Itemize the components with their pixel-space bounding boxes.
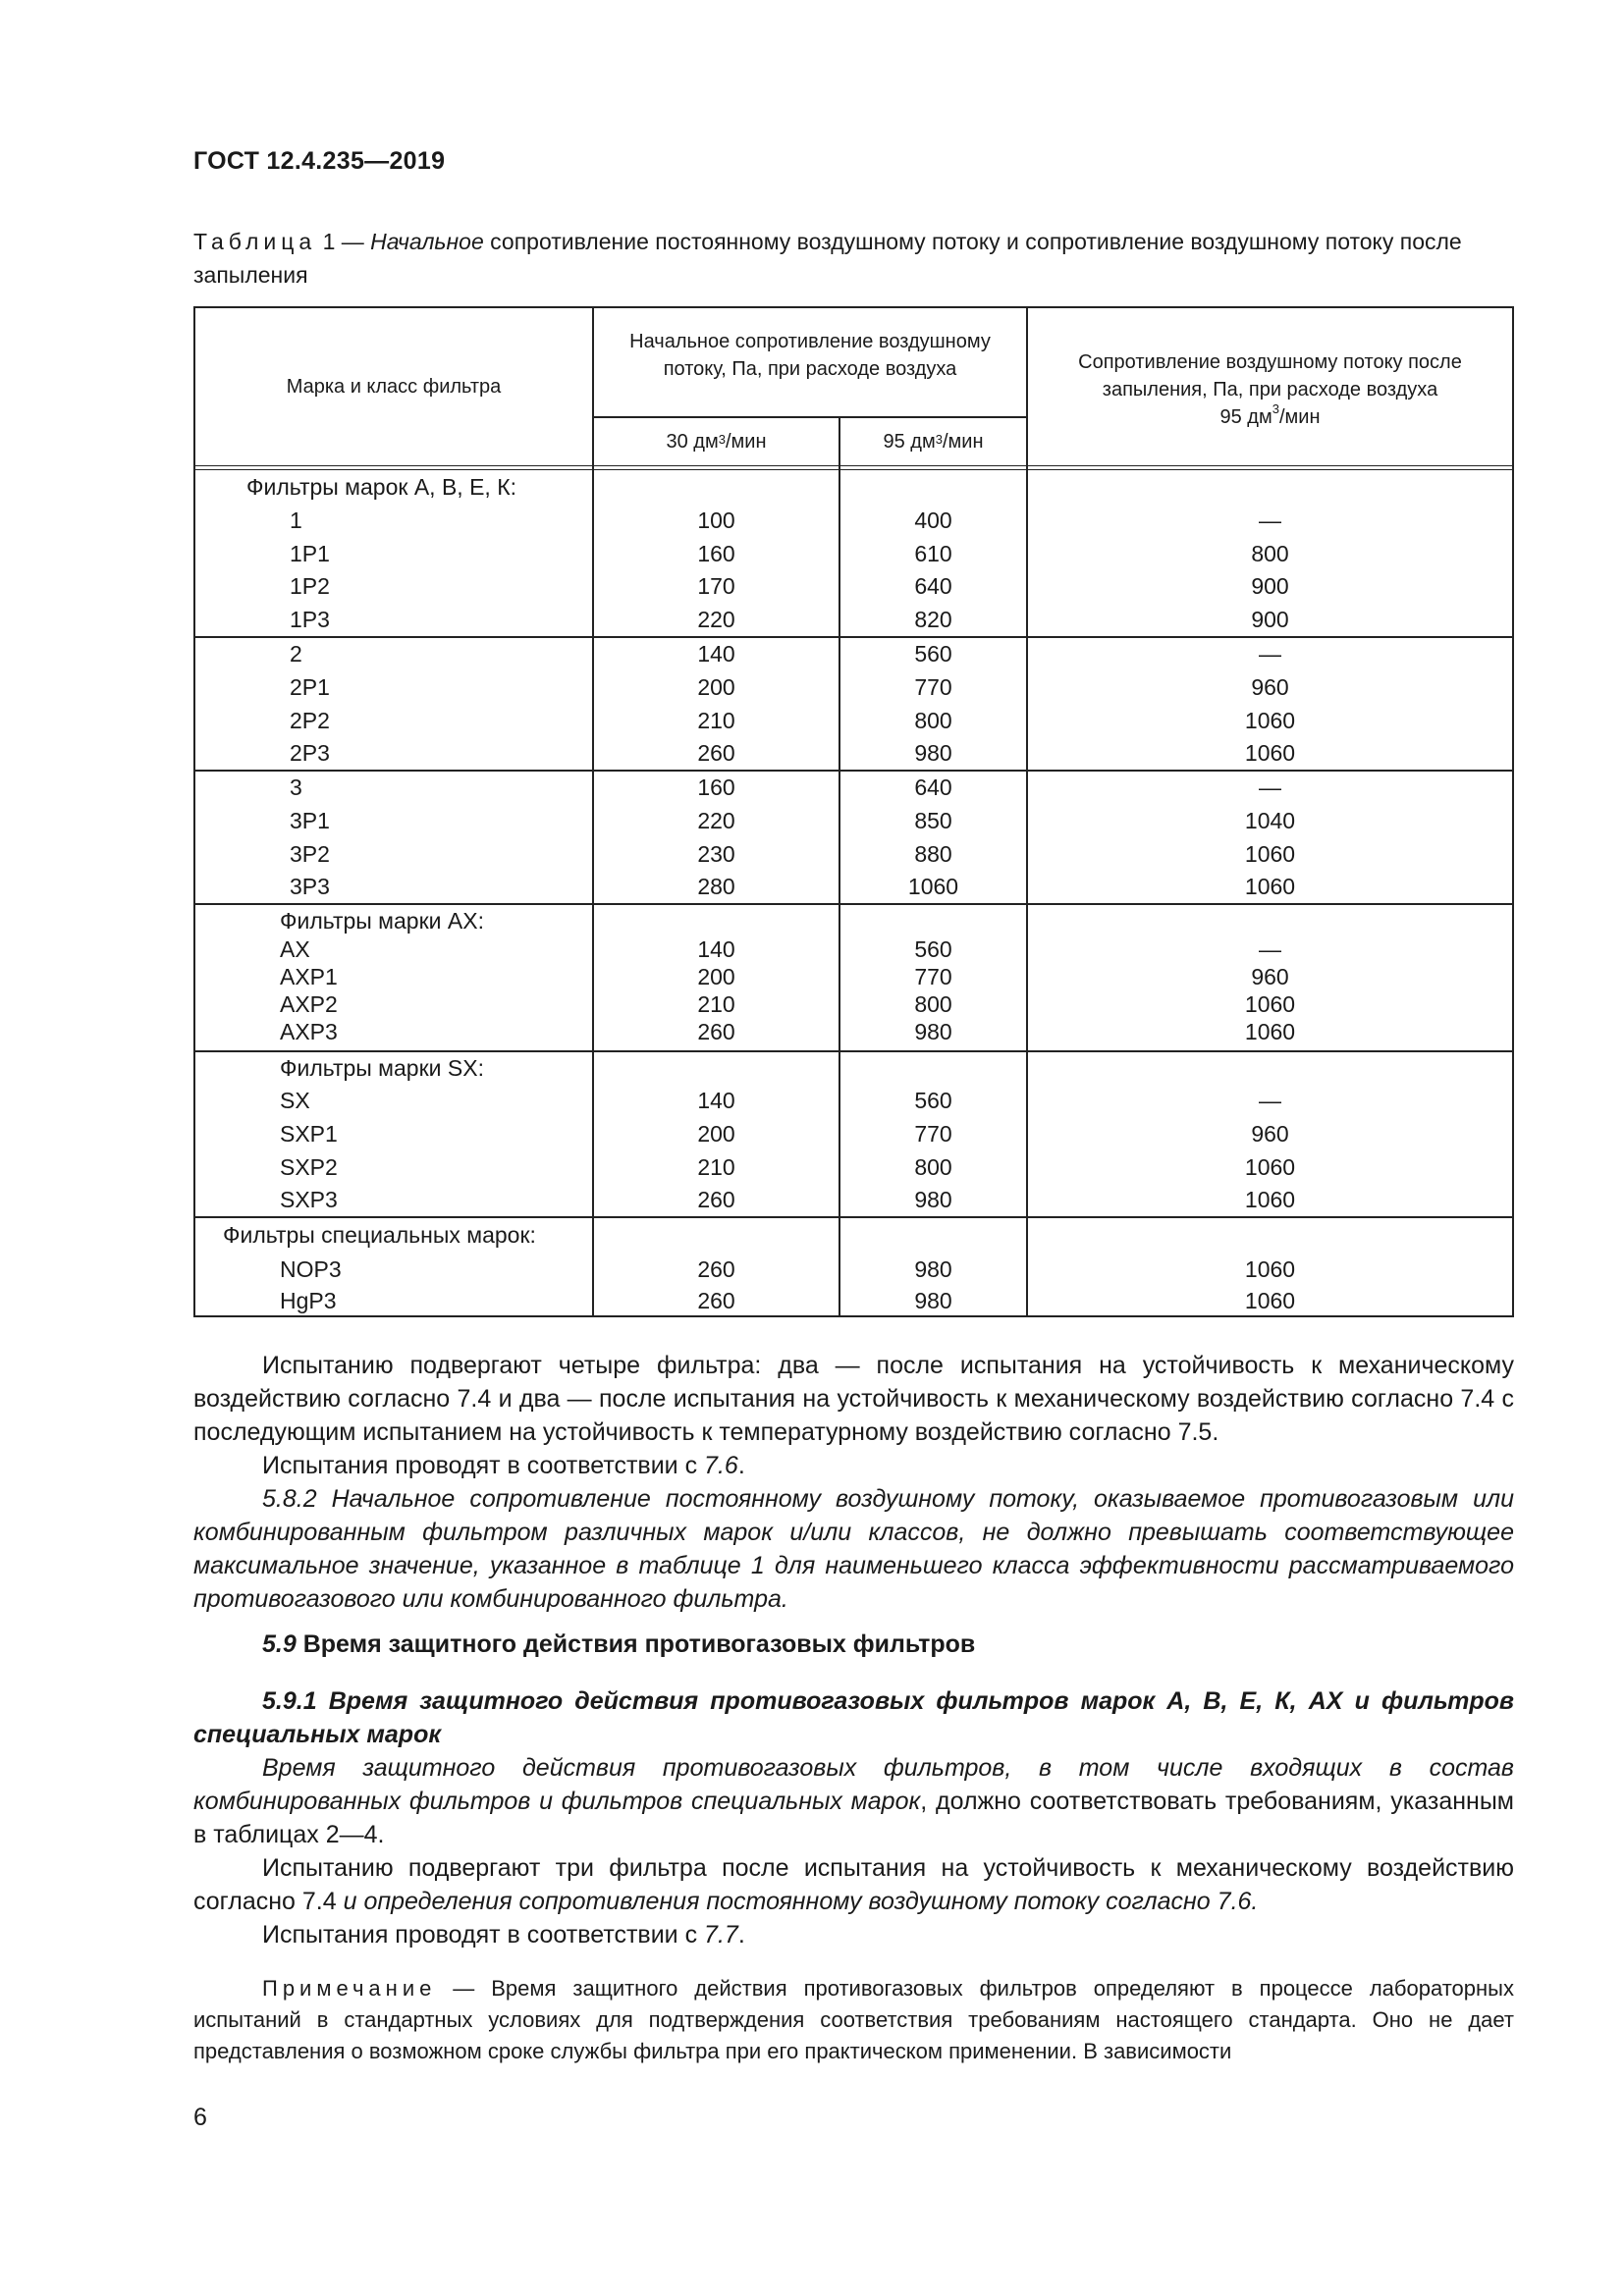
- p4-rest: , должно соответствовать требованиям, указанным в таблицах 2—4.: [193, 1788, 1514, 1848]
- row-mark: 3P1: [290, 808, 330, 833]
- row-after-dust: 1060: [1244, 708, 1296, 733]
- row-v30: 170: [697, 573, 735, 599]
- row-v30: 260: [697, 1256, 735, 1282]
- row-v95: 400: [914, 507, 952, 533]
- row-v95: 770: [914, 964, 952, 989]
- row-mark: 3P2: [290, 841, 330, 867]
- group-divider: [195, 636, 1512, 638]
- row-after-dust: —: [1259, 507, 1281, 533]
- row-after-dust: —: [1259, 936, 1281, 962]
- row-mark: 1P1: [290, 541, 330, 566]
- section-heading-5-9: [193, 1628, 1514, 1661]
- row-mark: AXP1: [280, 964, 338, 989]
- row-mark: SXP3: [280, 1187, 338, 1212]
- row-mark: SXP2: [280, 1154, 338, 1180]
- row-mark: HgP3: [280, 1288, 337, 1313]
- row-v95: 800: [914, 991, 952, 1017]
- p5-text: Испытанию подвергают три фильтра после испытания на устойчивость к механическому воздействию согласно 7.4: [193, 1854, 1514, 1915]
- caption-label: Таблица: [193, 229, 317, 254]
- caption-number: 1: [322, 229, 336, 254]
- row-v95: 800: [914, 1154, 952, 1180]
- row-v95: 850: [914, 808, 952, 833]
- row-v30: 140: [697, 936, 735, 962]
- row-after-dust: 1060: [1244, 874, 1296, 899]
- group-divider: [195, 1050, 1512, 1052]
- row-v95: 560: [914, 641, 952, 667]
- row-v30: 260: [697, 1187, 735, 1212]
- caption-rest: сопротивление постоянному воздушному потоку и сопротивление воздушному потоку после запыления: [193, 229, 1462, 288]
- header-dusted-sup: 3: [1272, 401, 1279, 417]
- row-v30: 280: [697, 874, 735, 899]
- p2-ref: 7.6: [704, 1452, 738, 1479]
- p6-text: Испытания проводят в соответствии с: [262, 1921, 705, 1949]
- paragraph-test-method-76: [193, 1449, 1514, 1482]
- header-30-post: /мин: [725, 431, 767, 453]
- header-initial-resistance: Начальное сопротивление воздушному потоку, Па, при расходе воздуха: [629, 331, 991, 380]
- table-header-bottom-line: [195, 465, 1512, 470]
- row-after-dust: —: [1259, 641, 1281, 667]
- document-header: ГОСТ 12.4.235—2019: [193, 147, 446, 175]
- p6-ref: 7.7: [704, 1921, 738, 1949]
- header-95-pre: 95 дм: [883, 431, 936, 453]
- group-title: Фильтры марок А, В, Е, К:: [246, 474, 516, 500]
- row-after-dust: 1060: [1244, 740, 1296, 766]
- section-5-9-number: 5.9: [262, 1630, 297, 1658]
- group-divider: [195, 770, 1512, 772]
- row-v95: 560: [914, 1088, 952, 1113]
- row-v95: 770: [914, 674, 952, 700]
- paragraph-582: 5.8.2 Начальное сопротивление постоянному воздушному потоку, оказываемое противогазовым или комбинированным фильтром различных марок и/или классов, не должно превышать соответствующее максимальное значение, указанное в таблице 1 для наименьшего класса эффективности рассматриваемого противогазового или комбинированного фильтра.: [193, 1485, 1514, 1613]
- row-v95: 610: [914, 541, 952, 566]
- header-30-pre: 30 дм: [666, 431, 719, 453]
- row-after-dust: 1060: [1244, 1154, 1296, 1180]
- row-after-dust: 1040: [1244, 808, 1296, 833]
- paragraph-test-three-filters: [193, 1851, 1514, 1918]
- row-v30: 100: [697, 507, 735, 533]
- row-mark: 1P2: [290, 573, 330, 599]
- caption-dash: —: [335, 229, 371, 254]
- group-divider: [195, 1216, 1512, 1218]
- row-mark: 2P2: [290, 708, 330, 733]
- row-after-dust: 1060: [1244, 991, 1296, 1017]
- row-mark: 2P3: [290, 740, 330, 766]
- header-dusted-resistance: [1028, 308, 1512, 465]
- row-v95: 640: [914, 573, 952, 599]
- header-dusted-post: /мин: [1278, 406, 1321, 428]
- row-mark: 3P3: [290, 874, 330, 899]
- row-v30: 260: [697, 1019, 735, 1044]
- row-after-dust: 1060: [1244, 1256, 1296, 1282]
- p6-end: .: [737, 1921, 745, 1949]
- note-paragraph: [193, 1973, 1514, 2067]
- row-after-dust: 1060: [1244, 1019, 1296, 1044]
- row-after-dust: 960: [1251, 674, 1289, 700]
- group-title: Фильтры специальных марок:: [223, 1222, 536, 1248]
- row-v30: 260: [697, 1288, 735, 1313]
- caption-italic-word: Начальное: [370, 229, 484, 254]
- paragraph-test-four-filters: Испытанию подвергают четыре фильтра: два — после испытания на устойчивость к механическому воздействию согласно 7.4 и два — после испытания на устойчивость к механическому воздействию согласно 7.4 с последующим испытанием на устойчивость к температурному воздействию согласно 7.5.: [193, 1352, 1514, 1446]
- row-v30: 200: [697, 674, 735, 700]
- row-v95: 770: [914, 1121, 952, 1147]
- header-dusted-flow: [1220, 403, 1321, 431]
- row-v30: 200: [697, 964, 735, 989]
- row-v95: 800: [914, 708, 952, 733]
- row-mark: AXP2: [280, 991, 338, 1017]
- row-after-dust: 1060: [1244, 1288, 1296, 1313]
- p4-italic: Время защитного действия противогазовых фильтров, в том числе входящих в состав комбинированных фильтров и фильтров специальных марок: [193, 1754, 1514, 1815]
- row-v30: 210: [697, 1154, 735, 1180]
- p5-italic: и определения сопротивления постоянному воздушному потоку согласно 7.6.: [343, 1888, 1259, 1915]
- row-v30: 220: [697, 808, 735, 833]
- row-v95: 820: [914, 607, 952, 632]
- resistance-table: [193, 306, 1514, 1317]
- note-label: Примечание: [262, 1976, 437, 2001]
- row-v95: 980: [914, 1019, 952, 1044]
- paragraph-protective-time: [193, 1751, 1514, 1851]
- row-v95: 1060: [907, 874, 959, 899]
- row-v95: 880: [914, 841, 952, 867]
- header-95-flow: 95 дм $^3$ /мин: [840, 418, 1026, 465]
- row-mark: 2: [290, 641, 302, 667]
- section-heading-5-9-1: 5.9.1 Время защитного действия противогазовых фильтров марок А, В, Е, К, АХ и фильтров специальных марок: [193, 1687, 1514, 1748]
- row-mark: AX: [280, 936, 310, 962]
- row-after-dust: 1060: [1244, 1187, 1296, 1212]
- header-30-flow: 30 дм $^3$ /мин: [594, 418, 839, 465]
- p2-end: .: [737, 1452, 745, 1479]
- row-v30: 160: [697, 774, 735, 800]
- p2-text: Испытания проводят в соответствии с: [262, 1452, 705, 1479]
- section-5-9-title: Время защитного действия противогазовых фильтров: [296, 1630, 976, 1658]
- row-mark: 1: [290, 507, 302, 533]
- row-after-dust: 800: [1251, 541, 1289, 566]
- group-title: Фильтры марки АХ:: [280, 908, 484, 934]
- row-v30: 200: [697, 1121, 735, 1147]
- row-v95: 640: [914, 774, 952, 800]
- group-divider: [195, 903, 1512, 905]
- header-dusted-text: Сопротивление воздушному потоку после запыления, Па, при расходе воздуха: [1078, 351, 1462, 400]
- row-v30: 160: [697, 541, 735, 566]
- row-after-dust: 900: [1251, 607, 1289, 632]
- header-dusted-pre: 95 дм: [1219, 406, 1272, 428]
- row-v30: 140: [697, 641, 735, 667]
- row-v95: 980: [914, 1288, 952, 1313]
- row-v30: 220: [697, 607, 735, 632]
- row-after-dust: —: [1259, 774, 1281, 800]
- row-v30: 210: [697, 991, 735, 1017]
- header-filter-mark: Марка и класс фильтра: [286, 376, 502, 398]
- page-number: 6: [193, 2104, 207, 2131]
- row-mark: 1P3: [290, 607, 330, 632]
- row-v30: 260: [697, 740, 735, 766]
- row-mark: AXP3: [280, 1019, 338, 1044]
- row-mark: NOP3: [280, 1256, 342, 1282]
- row-mark: SX: [280, 1088, 310, 1113]
- row-mark: 3: [290, 774, 302, 800]
- row-after-dust: 960: [1251, 1121, 1289, 1147]
- table-caption: [193, 225, 1514, 292]
- row-after-dust: 1060: [1244, 841, 1296, 867]
- row-v95: 980: [914, 1256, 952, 1282]
- row-mark: 2P1: [290, 674, 330, 700]
- row-v95: 980: [914, 1187, 952, 1212]
- paragraph-test-method-77: [193, 1918, 1514, 1951]
- row-after-dust: 900: [1251, 573, 1289, 599]
- row-v95: 980: [914, 740, 952, 766]
- row-v95: 560: [914, 936, 952, 962]
- row-v30: 230: [697, 841, 735, 867]
- note-text: — Время защитного действия противогазовых фильтров определяют в процессе лабораторных испытаний в стандартных условиях для подтверждения соответствия требованиям настоящего стандарта. Оно не дает представления о возможном сроке службы фильтра при его практическом применении. В зависимости: [193, 1976, 1514, 2063]
- group-title: Фильтры марки SX:: [280, 1055, 484, 1081]
- row-mark: SXP1: [280, 1121, 338, 1147]
- row-v30: 140: [697, 1088, 735, 1113]
- row-v30: 210: [697, 708, 735, 733]
- row-after-dust: 960: [1251, 964, 1289, 989]
- row-after-dust: —: [1259, 1088, 1281, 1113]
- header-95-post: /мин: [942, 431, 984, 453]
